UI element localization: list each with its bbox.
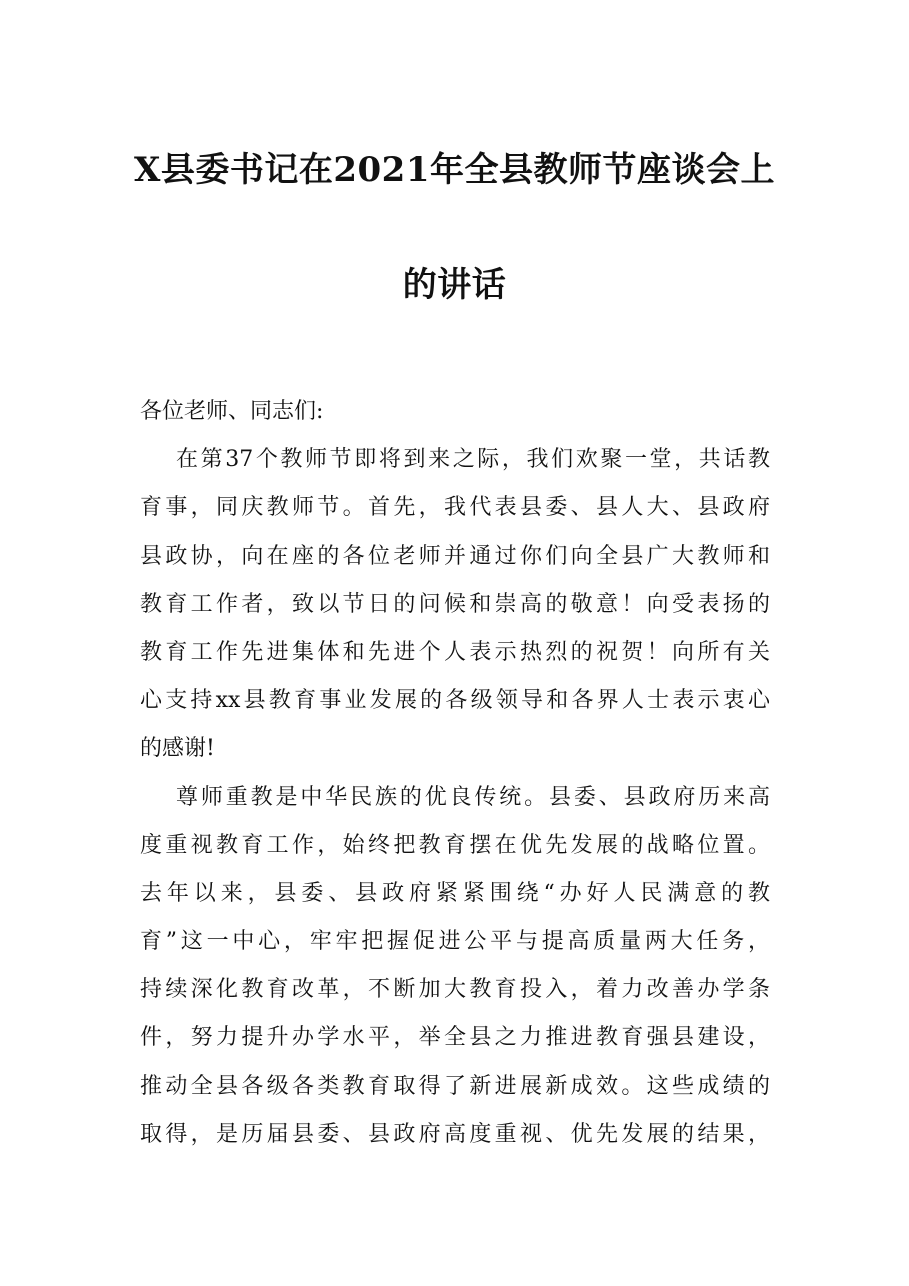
paragraph-line: 教育工作者，致以节日的问候和崇高的敬意！向受表扬的 [140, 591, 770, 617]
document-body [140, 392, 770, 1163]
paragraph-line: 在第37个教师节即将到来之际，我们欢聚一堂，共话教 [176, 447, 770, 473]
paragraph-line: 尊师重教是中华民族的优良传统。县委、县政府历来高 [176, 784, 770, 810]
paragraph-line: 件，努力提升办学水平，举全县之力推进教育强县建设， [140, 1025, 770, 1051]
paragraph-line: 度重视教育工作，始终把教育摆在优先发展的战略位置。 [140, 832, 770, 858]
paragraph-2 [140, 778, 770, 1164]
paragraph-line: 去年以来，县委、县政府紧紧围绕“办好人民满意的教 [140, 880, 770, 906]
paragraph-line: 教育工作先进集体和先进个人表示热烈的祝贺！向所有关 [140, 639, 770, 665]
paragraph-1 [140, 440, 770, 777]
paragraph-line: 县政协，向在座的各位老师并通过你们向全县广大教师和 [140, 543, 770, 569]
paragraph-line: 取得，是历届县委、县政府高度重视、优先发展的结果， [140, 1121, 770, 1147]
salutation: 各位老师、同志们: [140, 399, 324, 424]
paragraph-line: 推动全县各级各类教育取得了新进展新成效。这些成绩的 [140, 1073, 770, 1099]
paragraph-line: 心支持xx县教育事业发展的各级领导和各界人士表示衷心 [140, 688, 770, 714]
paragraph-line: 育”这一中心，牢牢把握促进公平与提高质量两大任务， [140, 929, 770, 955]
paragraph-line: 育事，同庆教师节。首先，我代表县委、县人大、县政府 [140, 495, 770, 521]
document-title-line-2: 的讲话 [402, 265, 507, 305]
document-title-line-1: X县委书记在2021年全县教师节座谈会上 [133, 150, 775, 190]
paragraph-line: 的感谢! [140, 736, 215, 762]
paragraph-line: 持续深化教育改革，不断加大教育投入，着力改善办学条 [140, 977, 770, 1003]
